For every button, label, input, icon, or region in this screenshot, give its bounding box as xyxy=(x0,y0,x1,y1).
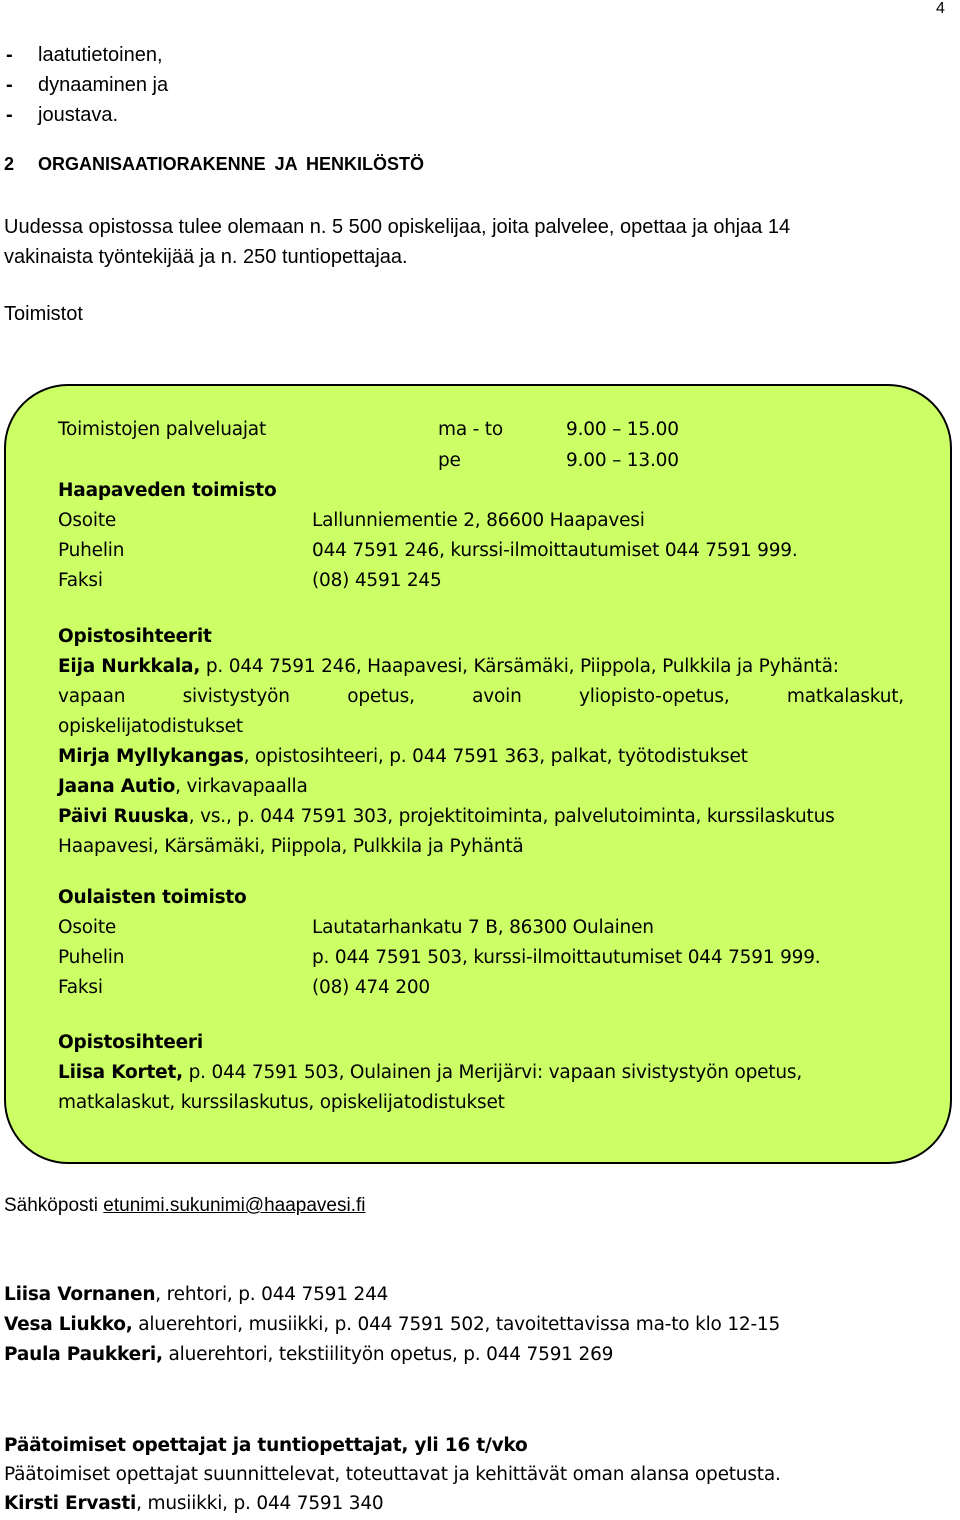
email-label: Sähköposti xyxy=(4,1195,104,1216)
phone-value: p. 044 7591 503, kurssi-ilmoittautumiset 044 7591 999. xyxy=(312,947,821,968)
staff-entry xyxy=(4,1341,613,1369)
staff-entry xyxy=(4,1281,388,1309)
person-name: Paula Paukkeri, xyxy=(4,1344,163,1365)
list-item xyxy=(6,100,168,130)
hours-days: pe xyxy=(438,450,461,471)
hours-time: 9.00 – 13.00 xyxy=(566,450,679,471)
intro-line: vakinaista työntekijää ja n. 250 tuntiopettajaa. xyxy=(4,246,408,268)
oulainen-office-title: Oulaisten toimisto xyxy=(58,887,247,908)
person-details: , rehtori, p. 044 7591 244 xyxy=(155,1284,389,1305)
person-name: Liisa Kortet, xyxy=(58,1062,183,1083)
fax-value: (08) 4591 245 xyxy=(312,570,442,591)
secretary-details-line: vapaan sivistystyön opetus, avoin yliopisto-opetus, matkalaskut, xyxy=(58,686,904,707)
intro-line: Uudessa opistossa tulee olemaan n. 5 500 opiskelijaa, joita palvelee, opettaa ja ohjaa 14 xyxy=(4,216,791,238)
bullet-text: laatutietoinen, xyxy=(38,44,163,66)
secretary-entry xyxy=(58,1059,802,1087)
service-hours-label: Toimistojen palveluajat xyxy=(58,419,266,440)
section-heading xyxy=(4,154,424,175)
list-item xyxy=(6,70,168,100)
person-name: Jaana Autio xyxy=(58,776,176,797)
person-details: , vs., p. 044 7591 303, projektitoiminta, palvelutoiminta, kurssilaskutus xyxy=(188,806,835,827)
list-item xyxy=(6,40,168,70)
fax-label: Faksi xyxy=(58,570,103,591)
person-name: Kirsti Ervasti xyxy=(4,1493,137,1514)
email-line xyxy=(4,1195,365,1217)
teachers-description: Päätoimiset opettajat suunnittelevat, toteuttavat ja kehittävät oman alansa opetusta. xyxy=(4,1464,781,1485)
person-details: aluerehtori, musiikki, p. 044 7591 502, tavoitettavissa ma-to klo 12-15 xyxy=(132,1314,781,1335)
fax-value: (08) 474 200 xyxy=(312,977,430,998)
secretary-details-line: matkalaskut, kurssilaskutus, opiskelijatodistukset xyxy=(58,1092,505,1113)
bullet-dash: - xyxy=(6,74,13,96)
person-name: Eija Nurkkala, xyxy=(58,656,201,677)
person-name: Mirja Myllykangas xyxy=(58,746,244,767)
person-details: p. 044 7591 246, Haapavesi, Kärsämäki, Piippola, Pulkkila ja Pyhäntä: xyxy=(200,656,839,677)
phone-value: 044 7591 246, kurssi-ilmoittautumiset 044 7591 999. xyxy=(312,540,798,561)
email-link[interactable]: etunimi.sukunimi@haapavesi.fi xyxy=(103,1195,366,1216)
person-details: , opistosihteeri, p. 044 7591 363, palkat, työtodistukset xyxy=(243,746,748,767)
section-title: ORGANISAATIORAKENNE JA HENKILÖSTÖ xyxy=(38,154,425,174)
offices-heading: Toimistot xyxy=(4,303,83,325)
person-details: , virkavapaalla xyxy=(175,776,308,797)
secretaries-title: Opistosihteerit xyxy=(58,626,212,647)
person-details: aluerehtori, tekstiilityön opetus, p. 044 7591 269 xyxy=(162,1344,614,1365)
bullet-text: dynaaminen ja xyxy=(38,74,169,96)
secretary-entry xyxy=(58,803,835,831)
bullet-list xyxy=(6,40,168,130)
fax-label: Faksi xyxy=(58,977,103,998)
hours-time: 9.00 – 15.00 xyxy=(566,419,679,440)
person-details: , musiikki, p. 044 7591 340 xyxy=(136,1493,384,1514)
secretary-details-line: Haapavesi, Kärsämäki, Piippola, Pulkkila ja Pyhäntä xyxy=(58,836,524,857)
phone-label: Puhelin xyxy=(58,540,125,561)
address-label: Osoite xyxy=(58,510,117,531)
intro-paragraph xyxy=(4,212,790,272)
address-value: Lautatarhankatu 7 B, 86300 Oulainen xyxy=(312,917,654,938)
hours-days: ma - to xyxy=(438,419,503,440)
haapavesi-office-title: Haapaveden toimisto xyxy=(58,480,277,501)
secretary-entry xyxy=(58,743,748,771)
secretary-details-line: opiskelijatodistukset xyxy=(58,716,243,737)
person-name: Vesa Liukko, xyxy=(4,1314,133,1335)
secretary-entry xyxy=(58,653,839,681)
address-value: Lallunniementie 2, 86600 Haapavesi xyxy=(312,510,645,531)
section-number: 2 xyxy=(4,154,15,174)
person-details: p. 044 7591 503, Oulainen ja Merijärvi: vapaan sivistystyön opetus, xyxy=(182,1062,802,1083)
address-label: Osoite xyxy=(58,917,117,938)
person-name: Liisa Vornanen xyxy=(4,1284,156,1305)
secretary-title: Opistosihteeri xyxy=(58,1032,204,1053)
staff-entry xyxy=(4,1311,780,1339)
bullet-dash: - xyxy=(6,44,13,66)
bullet-text: joustava. xyxy=(38,104,119,126)
staff-entry xyxy=(4,1490,383,1518)
phone-label: Puhelin xyxy=(58,947,125,968)
bullet-dash: - xyxy=(6,104,13,126)
teachers-title: Päätoimiset opettajat ja tuntiopettajat, yli 16 t/vko xyxy=(4,1435,528,1456)
secretary-entry xyxy=(58,773,308,801)
person-name: Päivi Ruuska xyxy=(58,806,189,827)
page-number: 4 xyxy=(936,0,945,17)
